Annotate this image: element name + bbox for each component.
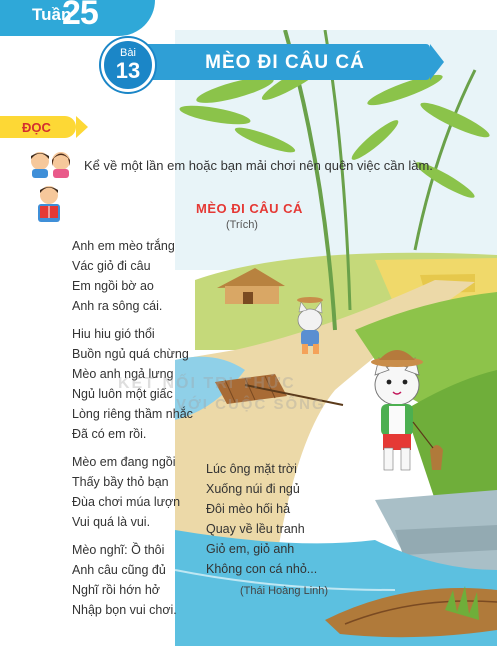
week-label: Tuần xyxy=(32,5,72,24)
page-title: MÈO ĐI CÂU CÁ xyxy=(205,52,365,73)
watermark-line1: KẾT NỐI TRI THỨC xyxy=(118,375,296,392)
poem-line: Giỏ em, giỏ anh xyxy=(206,542,295,556)
reading-child-icon xyxy=(32,184,66,224)
instruction-text: Kể về một lần em hoặc bạn mải chơi nên quên việc cần làm. xyxy=(84,158,433,173)
poem-stanza xyxy=(72,236,222,316)
poem-line: Lúc ông mặt trời xyxy=(206,462,297,476)
title-banner xyxy=(140,44,430,80)
poem-line: Hiu hiu gió thổi xyxy=(72,327,155,341)
poem-stanza xyxy=(72,540,222,620)
poem-line: Buồn ngủ quá chừng xyxy=(72,347,189,361)
poem-source: (Trích) xyxy=(226,219,258,231)
poem-line: Lòng riêng thầm nhắc xyxy=(72,407,193,421)
poem-left-column xyxy=(72,236,222,628)
poem-line: Đã có em rồi. xyxy=(72,427,147,441)
watermark-line2: VỚI CUỘC SỐNG xyxy=(176,396,326,413)
poem-line: Xuống núi đi ngủ xyxy=(206,482,300,496)
poem-line: Ngủ luôn một giấc xyxy=(72,387,173,401)
kids-talking-icon xyxy=(28,150,74,178)
poem-line: Vui quá là vui. xyxy=(72,515,151,529)
lesson-number: 13 xyxy=(115,58,141,83)
poem-line: Mèo nghĩ: Ồ thôi xyxy=(72,543,165,557)
poem-line: Không con cá nhỏ... xyxy=(206,562,318,576)
lesson-word: Bài xyxy=(120,47,136,59)
poem-line: Mèo em đang ngồi xyxy=(72,455,176,469)
poem-line: Mèo anh ngả lưng xyxy=(72,367,174,381)
poem-author: (Thái Hoàng Linh) xyxy=(240,585,329,597)
poem-line: Đùa chơi múa lượn xyxy=(72,495,181,509)
poem-title: MÈO ĐI CÂU CÁ xyxy=(196,201,303,216)
section-label: ĐỌC xyxy=(22,120,51,135)
section-tab xyxy=(0,116,76,138)
poem-line: Nghĩ rồi hớn hở xyxy=(72,583,160,597)
poem-line: Quay về lều tranh xyxy=(206,522,305,536)
week-number: 25 xyxy=(62,0,98,32)
poem-line: Nhập bọn vui chơi. xyxy=(72,603,177,617)
poem-line: Anh em mèo trắng xyxy=(72,239,175,253)
poem-stanza xyxy=(72,452,222,532)
poem-line: Em ngồi bờ ao xyxy=(72,279,154,293)
poem-line: Anh câu cũng đủ xyxy=(72,563,166,577)
poem-line: Đôi mèo hối hả xyxy=(206,502,291,516)
poem-line: Thấy bầy thỏ bạn xyxy=(72,475,169,489)
poem-line: Anh ra sông cái. xyxy=(72,299,163,313)
week-tab xyxy=(0,0,155,36)
poem-line: Vác giỏ đi câu xyxy=(72,259,151,273)
poem-right-column xyxy=(206,459,356,579)
lesson-badge xyxy=(101,38,155,92)
